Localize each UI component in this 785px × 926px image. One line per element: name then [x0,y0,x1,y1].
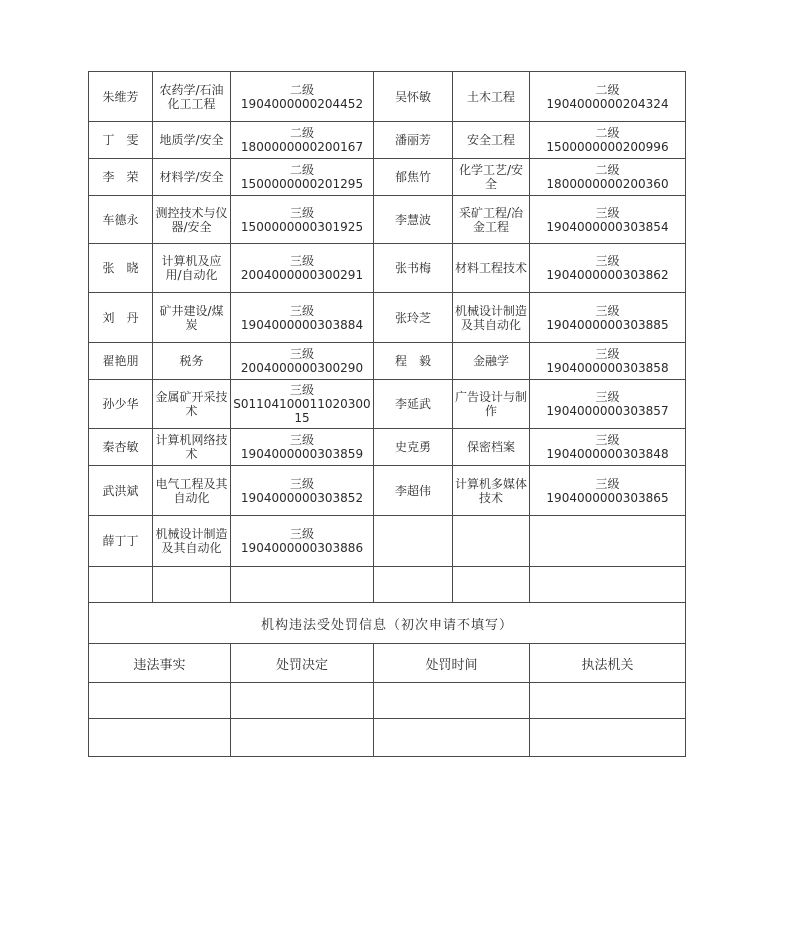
cert-level: 三级 [595,254,620,268]
staff-name: 郁焦竹 [374,159,453,196]
cert-number: 1800000000200360 [546,177,669,191]
cert-level: 三级 [595,390,620,404]
staff-qualification [530,244,686,293]
cert-level: 三级 [595,476,620,491]
staff-major: 金属矿开采技术 [153,380,231,429]
staff-major: 广告设计与制作 [453,380,530,429]
table-row [89,196,686,244]
table-row [89,516,686,567]
table-row [89,429,686,466]
cert-level: 二级 [289,82,314,97]
staff-major: 金融学 [453,343,530,380]
cert-number: 1904000000303854 [546,219,669,234]
column-header: 处罚决定 [231,644,374,683]
staff-major: 机械设计制造及其自动化 [153,516,231,567]
staff-qualification [530,516,686,567]
cert-level: 三级 [289,347,314,361]
cert-level: 三级 [289,527,314,541]
staff-name: 武洪斌 [89,466,153,516]
staff-name: 李慧波 [374,196,453,244]
staff-major [453,567,530,603]
cert-number: 1904000000303865 [546,490,669,505]
staff-qualification [231,122,374,159]
table-row [89,567,686,603]
cert-number: 1904000000204452 [240,96,364,111]
staff-qualification [530,429,686,466]
staff-name: 张 晓 [89,244,153,293]
staff-major: 矿井建设/煤炭 [153,293,231,343]
staff-qualification [530,466,686,516]
table-row [89,293,686,343]
table-cell [231,683,374,719]
table-row [89,466,686,516]
table-row [89,72,686,122]
staff-qualification [231,429,374,466]
table-row [89,244,686,293]
cert-number: S0110410001102030015 [233,397,371,425]
cert-level: 二级 [289,163,314,177]
table-row [89,603,686,644]
staff-qualification [530,196,686,244]
staff-name: 史克勇 [374,429,453,466]
cert-number: 1904000000303885 [546,317,669,332]
staff-major: 计算机多媒体技术 [453,466,530,516]
cert-number: 1904000000303886 [240,541,364,555]
staff-major [453,516,530,567]
staff-major: 测控技术与仪器/安全 [153,196,231,244]
table-row [89,159,686,196]
staff-qualification [231,466,374,516]
cert-number: 1500000000200996 [546,140,669,154]
staff-qualification [530,122,686,159]
staff-major: 电气工程及其自动化 [153,466,231,516]
staff-name: 薛丁丁 [89,516,153,567]
cert-level: 三级 [595,347,620,361]
column-header: 执法机关 [530,644,686,683]
cert-number: 2004000000300290 [240,361,364,375]
staff-qualification [231,516,374,567]
staff-name: 车德永 [89,196,153,244]
table-row [89,122,686,159]
staff-qualification [530,343,686,380]
staff-major: 土木工程 [453,72,530,122]
staff-major: 农药学/石油化工工程 [153,72,231,122]
cert-number: 1904000000303862 [546,268,669,282]
staff-qualification [231,244,374,293]
cert-number: 2004000000300291 [240,268,364,282]
staff-name: 吴怀敏 [374,72,453,122]
table-cell [374,719,530,757]
cert-number: 1904000000303859 [240,447,364,461]
staff-name: 刘 丹 [89,293,153,343]
staff-qualification [530,159,686,196]
cert-level: 三级 [289,205,314,220]
cert-number: 1800000000200167 [240,140,364,154]
staff-major: 采矿工程/冶金工程 [453,196,530,244]
staff-major: 保密档案 [453,429,530,466]
staff-name: 朱维芳 [89,72,153,122]
cert-number: 1904000000303884 [240,317,364,332]
staff-name [89,567,153,603]
staff-name [374,567,453,603]
cert-number: 1500000000301925 [240,219,364,234]
staff-name: 李超伟 [374,466,453,516]
staff-name: 张书梅 [374,244,453,293]
cert-number: 1500000000201295 [240,177,364,191]
table-header-row [89,644,686,683]
staff-major: 安全工程 [453,122,530,159]
staff-qualification [231,380,374,429]
cert-level: 二级 [595,82,620,97]
staff-qualification [231,159,374,196]
cert-level: 三级 [595,303,620,318]
staff-qualification [530,293,686,343]
column-header: 处罚时间 [374,644,530,683]
staff-qualification [231,196,374,244]
cert-level: 二级 [289,126,314,140]
cert-level: 三级 [595,433,620,447]
table-cell [231,719,374,757]
staff-major: 计算机及应用/自动化 [153,244,231,293]
staff-qualification [231,343,374,380]
table-cell [530,683,686,719]
cert-level: 三级 [289,476,314,491]
staff-name: 李延武 [374,380,453,429]
staff-name: 程 毅 [374,343,453,380]
cert-level: 二级 [595,126,620,140]
cert-number: 1904000000303848 [546,447,669,461]
staff-name: 张玲芝 [374,293,453,343]
cert-level: 二级 [595,163,620,177]
cert-level: 三级 [289,383,314,397]
table-cell [374,683,530,719]
penalty-info-table [88,602,686,757]
staff-name: 李 荣 [89,159,153,196]
staff-major: 机械设计制造及其自动化 [453,293,530,343]
staff-qualification [231,293,374,343]
table-cell [530,719,686,757]
staff-name: 潘丽芳 [374,122,453,159]
section-title: 机构违法受处罚信息（初次申请不填写） [89,603,686,644]
table-cell [89,683,231,719]
staff-qualification-table [88,71,686,603]
staff-name: 丁 雯 [89,122,153,159]
staff-qualification [530,72,686,122]
staff-major: 化学工艺/安全 [453,159,530,196]
staff-qualification [231,72,374,122]
staff-major [153,567,231,603]
staff-major: 税务 [153,343,231,380]
staff-qualification [530,567,686,603]
cert-level: 三级 [289,303,314,318]
cert-number: 1904000000303858 [546,361,669,375]
staff-major: 材料工程技术 [453,244,530,293]
staff-major: 计算机网络技术 [153,429,231,466]
table-row [89,380,686,429]
staff-qualification [231,567,374,603]
staff-major: 地质学/安全 [153,122,231,159]
staff-qualification [530,380,686,429]
column-header: 违法事实 [89,644,231,683]
table-cell [89,719,231,757]
staff-major: 材料学/安全 [153,159,231,196]
cert-number: 1904000000204324 [546,96,669,111]
cert-level: 三级 [289,254,314,268]
staff-name [374,516,453,567]
staff-name: 翟艳朋 [89,343,153,380]
table-row [89,343,686,380]
table-row [89,683,686,719]
cert-number: 1904000000303857 [546,404,669,418]
table-row [89,719,686,757]
staff-name: 秦杏敏 [89,429,153,466]
staff-name: 孙少华 [89,380,153,429]
cert-level: 三级 [595,205,620,220]
cert-number: 1904000000303852 [240,490,364,505]
cert-level: 三级 [289,433,314,447]
